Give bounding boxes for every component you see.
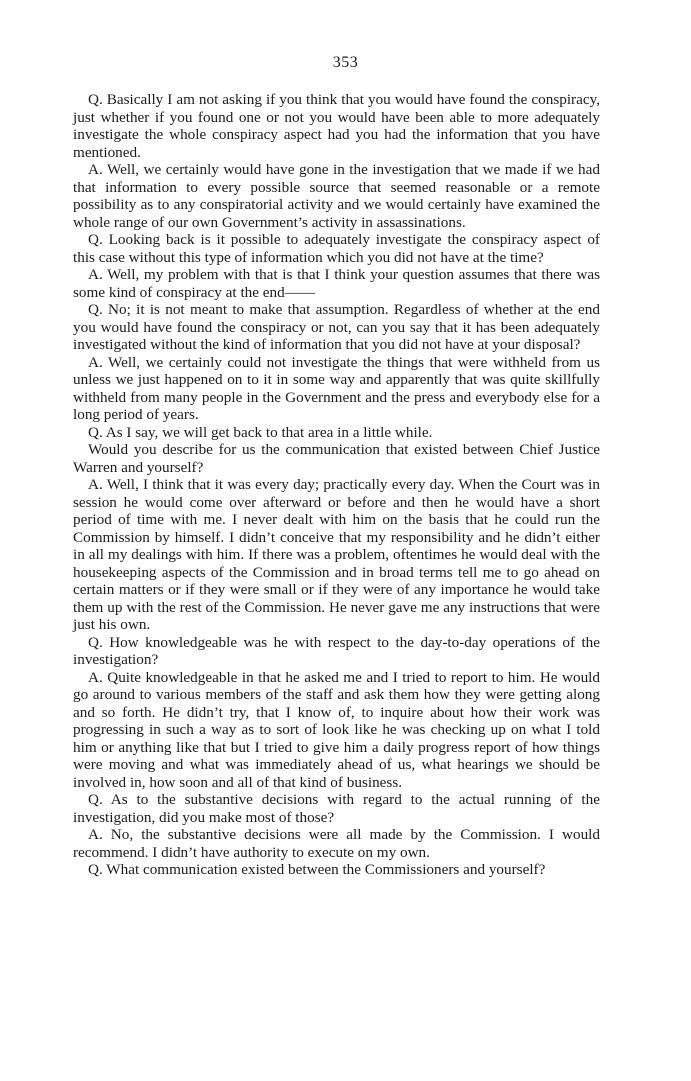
paragraph-a-things-withheld: A. Well, we certainly could not investigate the things that were withheld from us unless we just happened on to it in some way and apparently that was quite skillfully withheld from many people in the Government and the press and everybody else for a long period of years.	[73, 353, 600, 423]
paragraph-q-looking-back: Q. Looking back is it possible to adequately investigate the conspiracy aspect of this case without this type of information which you did not have at the time?	[73, 231, 600, 266]
paragraph-a-every-possible-source: A. Well, we certainly would have gone in the investigation that we made if we had that information to every possible source that seemed reasonable or a remote possibility as to any conspiratorial activity and we would certainly have examined the whole range of our own Government’s activity in assassinations.	[73, 161, 600, 231]
paragraph-a-question-assumes: A. Well, my problem with that is that I think your question assumes that there was some kind of conspiracy at the end——	[73, 266, 600, 301]
paragraph-a-every-day: A. Well, I think that it was every day; practically every day. When the Court was in session he would come over afterward or before and then he would have a short period of time with me. I never dealt with him on the basis that he could run the Commission by himself. I didn’t conceive that my responsibility and he didn’t either in all my dealings with him. If there was a problem, oftentimes he would deal with the housekeeping aspects of the Commission and in broad terms tell me to go ahead on certain matters or if they were small or if they were of any importance he would take them up with the rest of the Commission. He never gave me any instructions that were just his own.	[73, 476, 600, 633]
paragraph-q-not-meant-assumption: Q. No; it is not meant to make that assumption. Regardless of whether at the end you would have found the conspiracy or not, can you say that it has been adequately investigated without the kind of information that you did not have at your disposal?	[73, 301, 600, 353]
paragraph-q-how-knowledgeable: Q. How knowledgeable was he with respect to the day-to-day operations of the investigation?	[73, 633, 600, 668]
paragraph-a-made-by-commission: A. No, the substantive decisions were all made by the Commission. I would recommend. I didn’t have authority to execute on my own.	[73, 826, 600, 861]
paragraph-q-get-back: Q. As I say, we will get back to that area in a little while.	[88, 423, 433, 441]
transcript-body	[73, 91, 600, 879]
paragraph-a-quite-knowledgeable: A. Quite knowledgeable in that he asked me and I tried to report to him. He would go around to various members of the staff and ask them how they were getting along and so forth. He didn’t try, that I know of, to inquire about how their work was progressing in such a way as to sort of look like he was checking up on what I told him or anything like that but I tried to give him a daily progress report of how things were moving and what was immediately ahead of us, what hearings we should be involved in, how soon and all of that kind of business.	[73, 668, 600, 791]
paragraph-q-conspiracy-information: Q. Basically I am not asking if you think that you would have found the conspiracy, just whether if you found one or not you would have been able to more adequately investigate the whole conspiracy aspect had you had the information that you have mentioned.	[73, 91, 600, 161]
paragraph-q-communication-warren: Would you describe for us the communication that existed between Chief Justice Warren and yourself?	[73, 441, 600, 476]
paragraph-q-commissioners: Q. What communication existed between the Commissioners and yourself?	[88, 861, 546, 878]
page-number: 353	[332, 54, 359, 71]
paragraph-q-substantive-decisions: Q. As to the substantive decisions with regard to the actual running of the investigation, did you make most of those?	[73, 791, 600, 826]
